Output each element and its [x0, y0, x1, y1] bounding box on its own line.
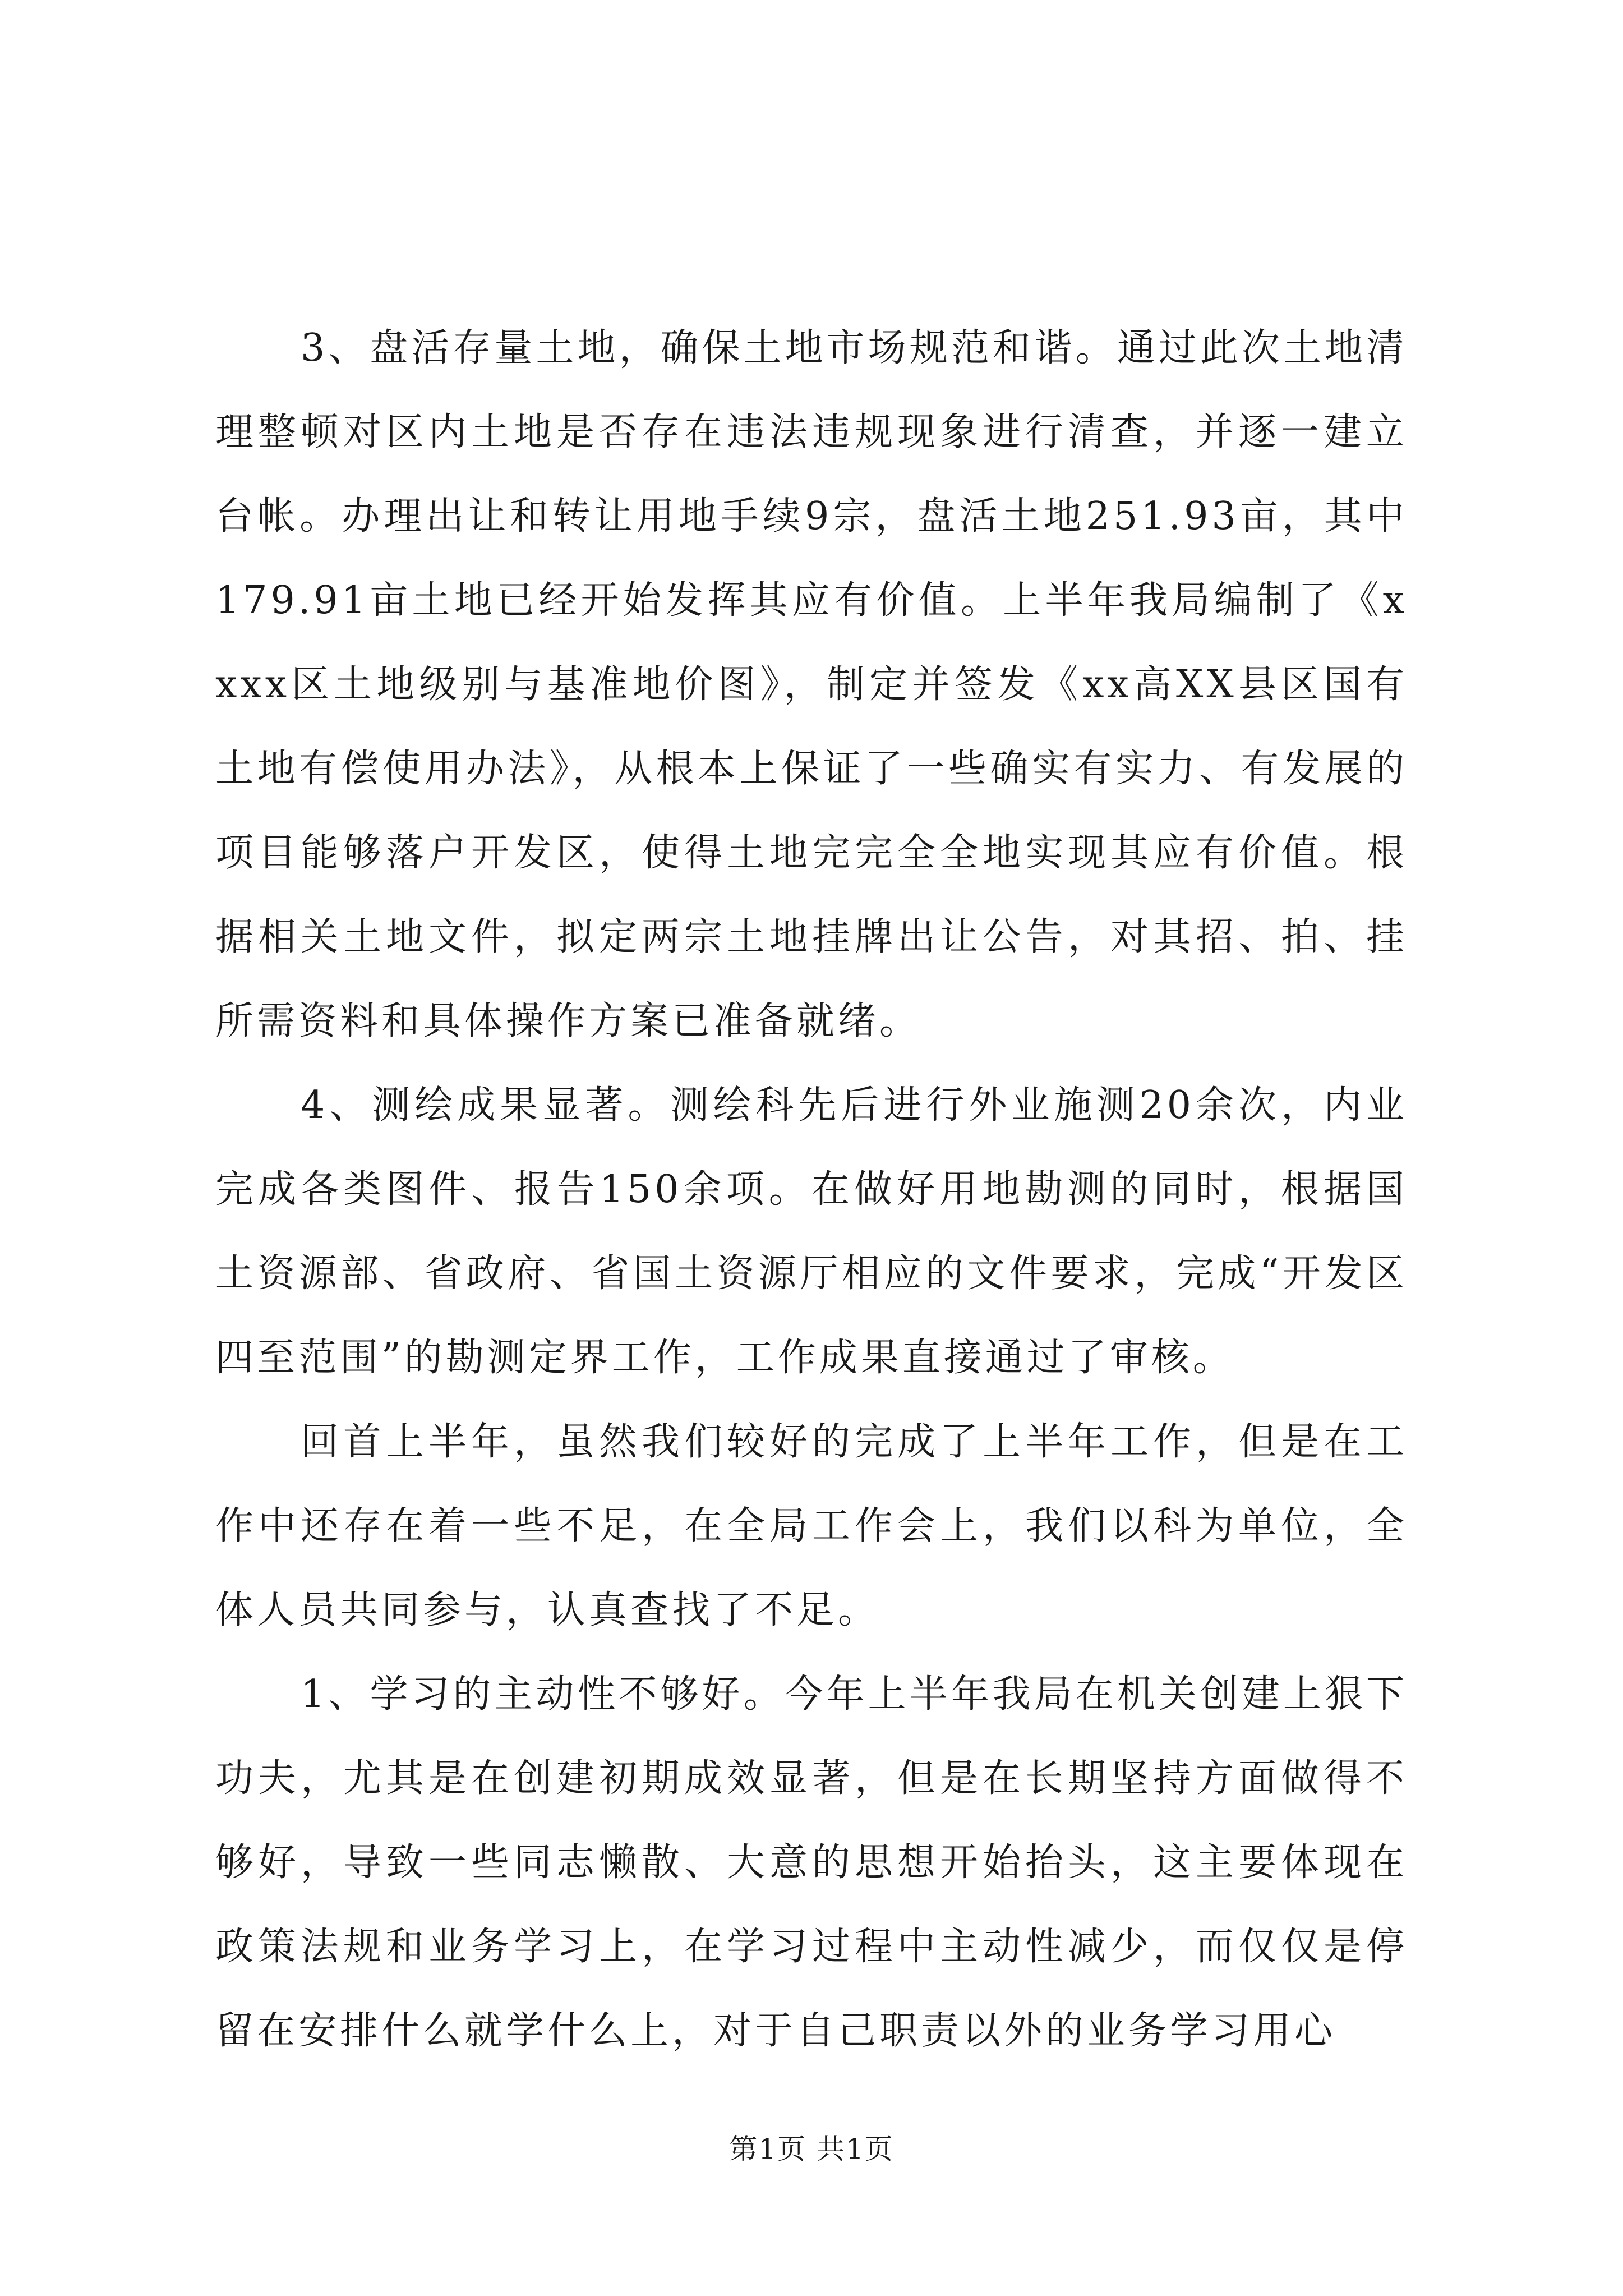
- paragraph-study-initiative: 1、学习的主动性不够好。今年上半年我局在机关创建上狠下功夫，尤其是在创建初期成效显著，但是在长期坚持方面做得不够好，导致一些同志懒散、大意的思想开始抬头，这主要体现在政策法规和业务学习上，在学习过程中主动性减少，而仅仅是停留在安排什么就学什么上，对于自己职责以外的业务学习用心: [215, 1672, 1408, 2053]
- paragraph-land-revitalization: 3、盘活存量土地，确保土地市场规范和谐。通过此次土地清理整顿对区内土地是否存在违法违规现象进行清查，并逐一建立台帐。办理出让和转让用地手续9宗，盘活土地251.93亩，其中179.91亩土地已经开始发挥其应有价值。上半年我局编制了《xxxx区土地级别与基准地价图》，制定并签发《xx高XX县区国有土地有偿使用办法》，从根本上保证了一些确实有实力、有发展的项目能够落户开发区，使得土地完完全全地实现其应有价值。根据相关土地文件，拟定两宗土地挂牌出让公告，对其招、拍、挂所需资料和具体操作方案已准备就绪。: [215, 326, 1408, 1043]
- paragraph-surveying-results: 4、测绘成果显著。测绘科先后进行外业施测20余次，内业完成各类图件、报告150余项。在做好用地勘测的同时，根据国土资源部、省政府、省国土资源厅相应的文件要求，完成“开发区四至范围”的勘测定界工作，工作成果直接通过了审核。: [215, 1083, 1408, 1380]
- document-body: [215, 306, 1408, 2073]
- page-footer: 第1页 共1页: [729, 2133, 894, 2165]
- paragraph-half-year-review: 回首上半年，虽然我们较好的完成了上半年工作，但是在工作中还存在着一些不足，在全局工作会上，我们以科为单位，全体人员共同参与，认真查找了不足。: [215, 1420, 1408, 1632]
